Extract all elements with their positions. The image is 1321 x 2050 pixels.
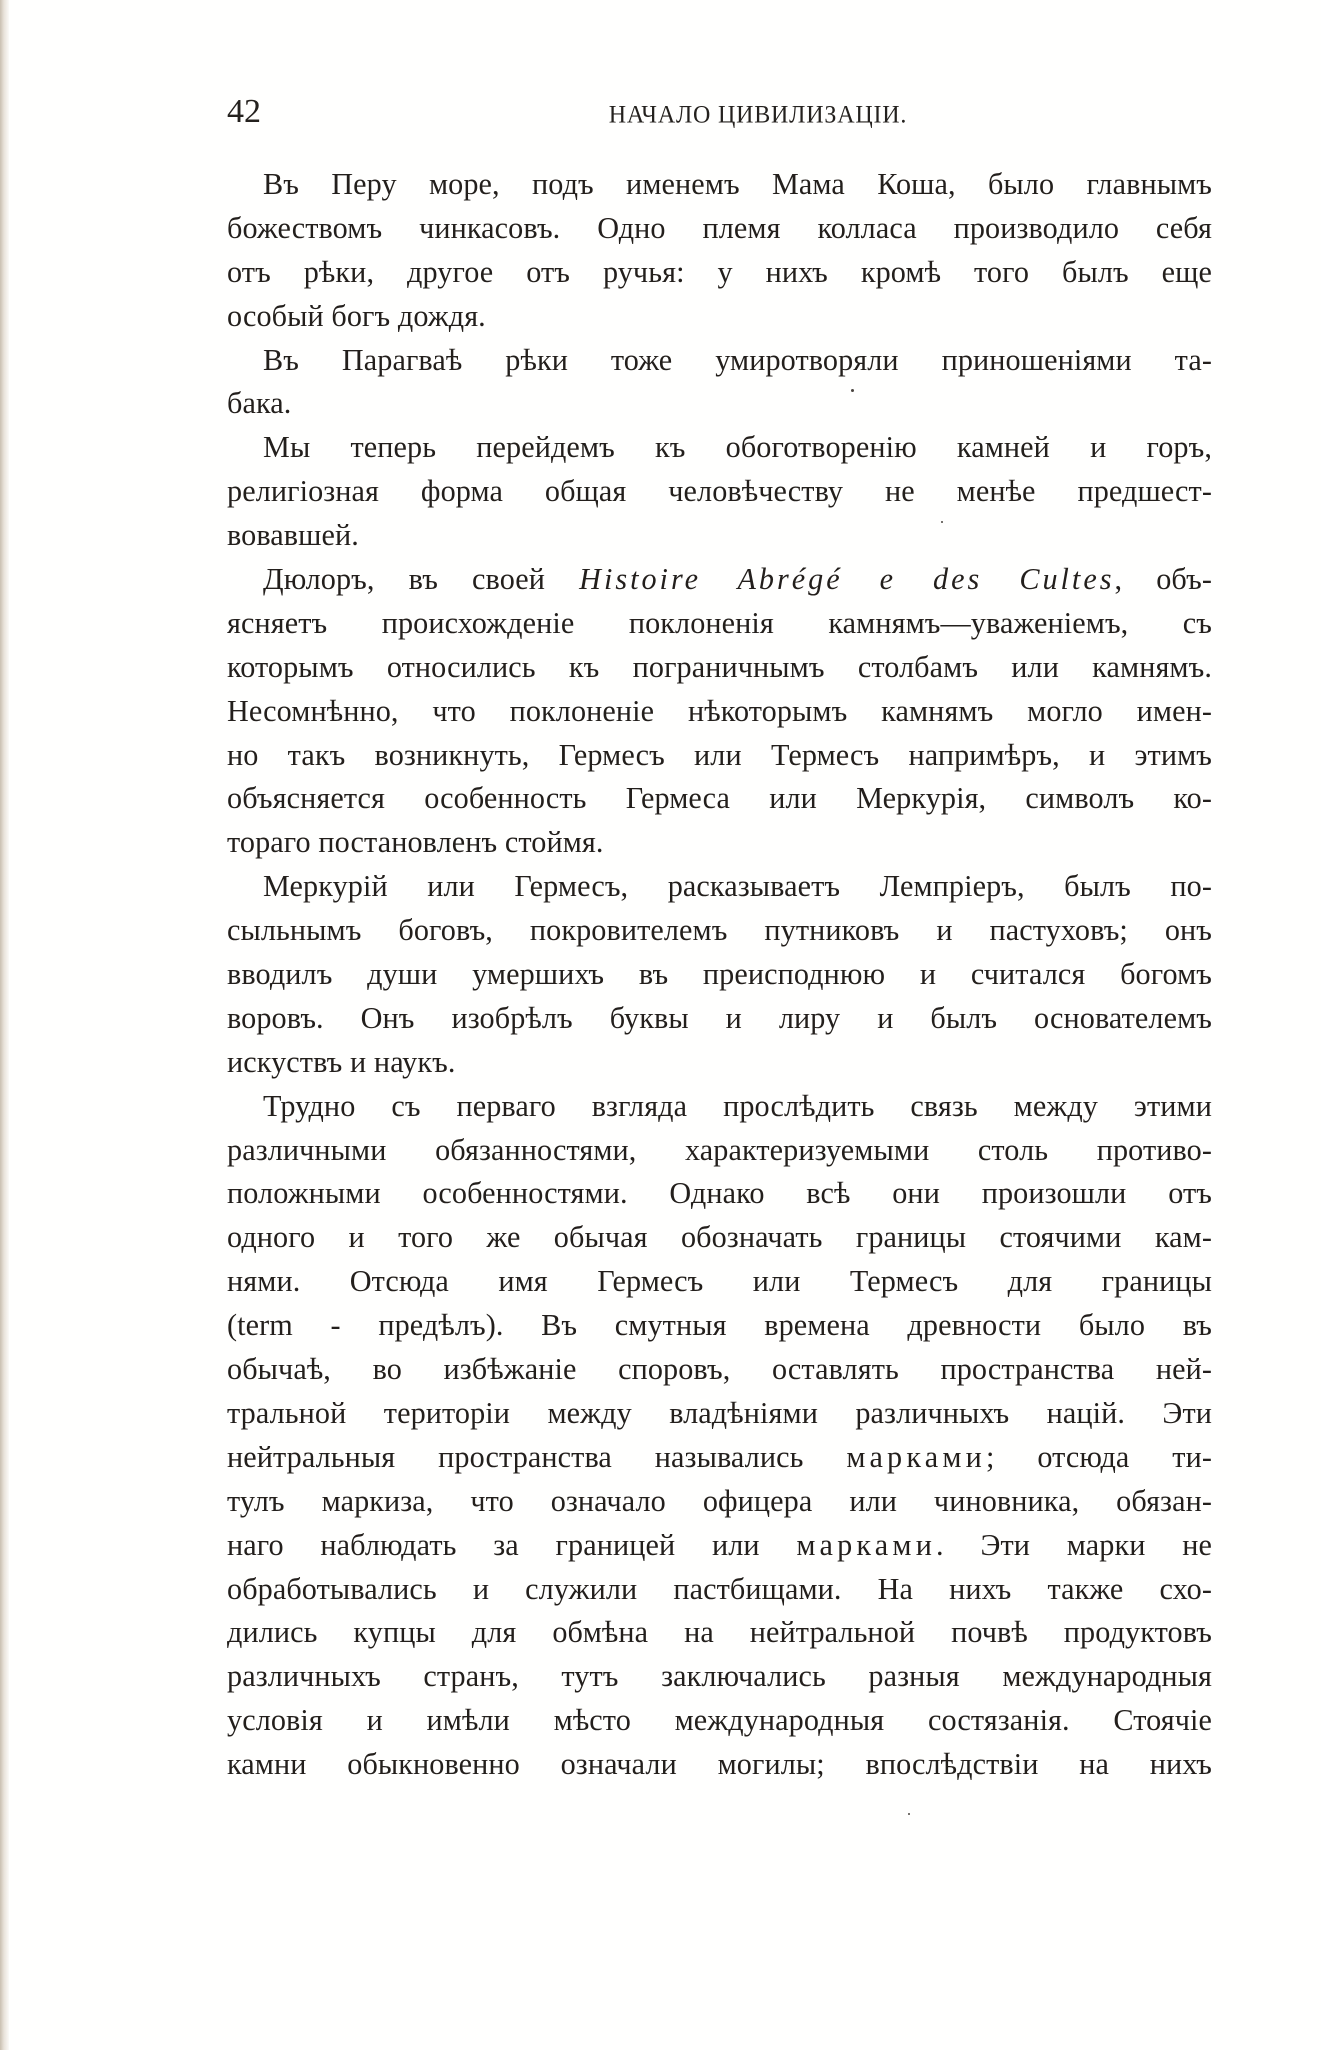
text-line-content: Несомнѣнно, что поклоненіе нѣкоторымъ камнямъ могло имен- bbox=[227, 693, 1212, 728]
text-line bbox=[227, 1568, 1212, 1612]
text-line-content: нейтральныя пространства назывались bbox=[227, 1439, 847, 1474]
text-line bbox=[227, 1655, 1212, 1699]
text-line-content: обработывались и служили пастбищами. На нихъ также схо- bbox=[227, 1571, 1212, 1606]
text-line-content: Меркурій или Гермесъ, расказываетъ Лемпріеръ, былъ по- bbox=[263, 869, 1212, 904]
page-edge-shadow bbox=[0, 0, 9, 2050]
text-line bbox=[227, 339, 1212, 383]
text-line-content: божествомъ чинкасовъ. Одно племя колласа производило себя bbox=[227, 210, 1212, 245]
running-head bbox=[227, 92, 1212, 134]
text-line-content: объясняется особенность Гермеса или Меркурія, символъ ко- bbox=[227, 781, 1212, 816]
text-line bbox=[227, 646, 1212, 690]
text-line-content: искуствъ и наукъ. bbox=[227, 1044, 456, 1079]
text-line bbox=[227, 163, 1212, 207]
print-speck bbox=[851, 389, 854, 392]
text-line bbox=[227, 997, 1212, 1041]
body-text bbox=[227, 163, 1212, 1787]
text-line-content: религіозная форма общая человѣчеству не менѣе предшест- bbox=[227, 474, 1212, 509]
book-title: Histoire Abrégé e des Cultes bbox=[579, 562, 1115, 597]
text-line bbox=[227, 734, 1212, 778]
text-line-content: Мы теперь перейдемъ къ обоготворенію камней и горъ, bbox=[263, 430, 1212, 465]
text-line bbox=[227, 777, 1212, 821]
text-line-content: вводилъ души умершихъ въ преисподнюю и считался богомъ bbox=[227, 957, 1212, 992]
text-line bbox=[227, 865, 1212, 909]
text-line bbox=[227, 1216, 1212, 1260]
text-line-content: ясняетъ происхожденіе поклоненія камнямъ—уваженіемъ, съ bbox=[227, 605, 1212, 640]
text-line-content: (term - предѣлъ). Въ смутныя времена древности было въ bbox=[227, 1308, 1212, 1343]
text-line bbox=[227, 382, 1212, 426]
text-line bbox=[227, 470, 1212, 514]
running-title: НАЧАЛО ЦИВИЛИЗАЦІИ. bbox=[608, 101, 908, 129]
text-line-content: камни обыкновенно означали могилы; впослѣдствіи на нихъ bbox=[227, 1747, 1212, 1782]
text-line bbox=[227, 909, 1212, 953]
text-line-content: Въ Перу море, подъ именемъ Мама Коша, было главнымъ bbox=[263, 167, 1212, 201]
text-line-tail: . Эти марки не bbox=[936, 1527, 1212, 1562]
text-line-tail: ; отсюда ти- bbox=[986, 1439, 1213, 1474]
text-line bbox=[227, 1611, 1212, 1655]
print-speck bbox=[941, 521, 943, 523]
text-line-content: вовавшей. bbox=[227, 518, 359, 553]
text-line bbox=[227, 1480, 1212, 1524]
text-line bbox=[227, 1304, 1212, 1348]
print-speck bbox=[908, 1813, 910, 1815]
text-line-content: воровъ. Онъ изобрѣлъ буквы и лиру и былъ основателемъ bbox=[227, 1000, 1212, 1035]
text-line-content: Трудно съ перваго взгляда прослѣдить связь между этими bbox=[263, 1088, 1212, 1123]
text-line-content: сыльнымъ боговъ, покровителемъ путниковъ и пастуховъ; онъ bbox=[227, 913, 1212, 948]
text-line bbox=[227, 558, 1212, 602]
text-line bbox=[227, 1085, 1212, 1129]
text-line-content: отъ рѣки, другое отъ ручья: у нихъ кромѣ того былъ еще bbox=[227, 254, 1212, 289]
text-line bbox=[227, 953, 1212, 997]
text-line bbox=[227, 1392, 1212, 1436]
text-line-content: Въ Парагваѣ рѣки тоже умиротворяли приношеніями та- bbox=[263, 342, 1212, 377]
text-line bbox=[227, 1129, 1212, 1173]
text-line-content: обычаѣ, во избѣжаніе споровъ, оставлять пространства ней- bbox=[227, 1352, 1212, 1387]
emphasized-term: марками bbox=[796, 1527, 937, 1562]
text-line bbox=[227, 295, 1212, 339]
text-line bbox=[227, 251, 1212, 295]
text-line bbox=[227, 514, 1212, 558]
text-line-content: тральной територіи между владѣніями различныхъ націй. Эти bbox=[227, 1395, 1212, 1430]
text-line-content: условія и имѣли мѣсто международныя состязанія. Стоячіе bbox=[227, 1703, 1212, 1738]
text-line-content: которымъ относились къ пограничнымъ столбамъ или камнямъ. bbox=[227, 649, 1212, 684]
text-line bbox=[227, 1348, 1212, 1392]
text-line bbox=[227, 1260, 1212, 1304]
page-number: 42 bbox=[227, 93, 261, 130]
text-line-content: различныхъ странъ, тутъ заключались разныя международныя bbox=[227, 1659, 1212, 1694]
text-line-content: одного и того же обычая обозначать границы стоячими кам- bbox=[227, 1220, 1212, 1255]
text-line-content: различными обязанностями, характеризуемыми столь противо- bbox=[227, 1132, 1212, 1167]
text-line bbox=[227, 1436, 1212, 1480]
text-line bbox=[227, 426, 1212, 470]
text-line bbox=[227, 602, 1212, 646]
text-line-content: нями. Отсюда имя Гермесъ или Термесъ для границы bbox=[227, 1264, 1212, 1299]
text-line-content: особый богъ дождя. bbox=[227, 298, 486, 333]
text-line bbox=[227, 1699, 1212, 1743]
text-line bbox=[227, 1524, 1212, 1568]
text-line-tail: , объ- bbox=[1114, 562, 1212, 597]
text-line-content: положными особенностями. Однако всѣ они произошли отъ bbox=[227, 1176, 1212, 1211]
text-line-content: Дюлоръ, въ своей bbox=[263, 562, 580, 597]
text-line bbox=[227, 207, 1212, 251]
text-line-content: но такъ возникнуть, Гермесъ или Термесъ напримѣръ, и этимъ bbox=[227, 737, 1212, 772]
text-line bbox=[227, 1172, 1212, 1216]
text-line bbox=[227, 690, 1212, 734]
text-line-content: тулъ маркиза, что означало офицера или чиновника, обязан- bbox=[227, 1483, 1212, 1518]
emphasized-term: марками bbox=[846, 1439, 987, 1474]
text-line bbox=[227, 821, 1212, 865]
text-line-content: наго наблюдать за границей или bbox=[227, 1527, 797, 1562]
text-line-content: тораго постановленъ стоймя. bbox=[227, 825, 604, 860]
text-line-content: бака. bbox=[227, 386, 292, 421]
text-line bbox=[227, 1041, 1212, 1085]
text-line bbox=[227, 1743, 1212, 1787]
text-line-content: дились купцы для обмѣна на нейтральной почвѣ продуктовъ bbox=[227, 1615, 1212, 1650]
